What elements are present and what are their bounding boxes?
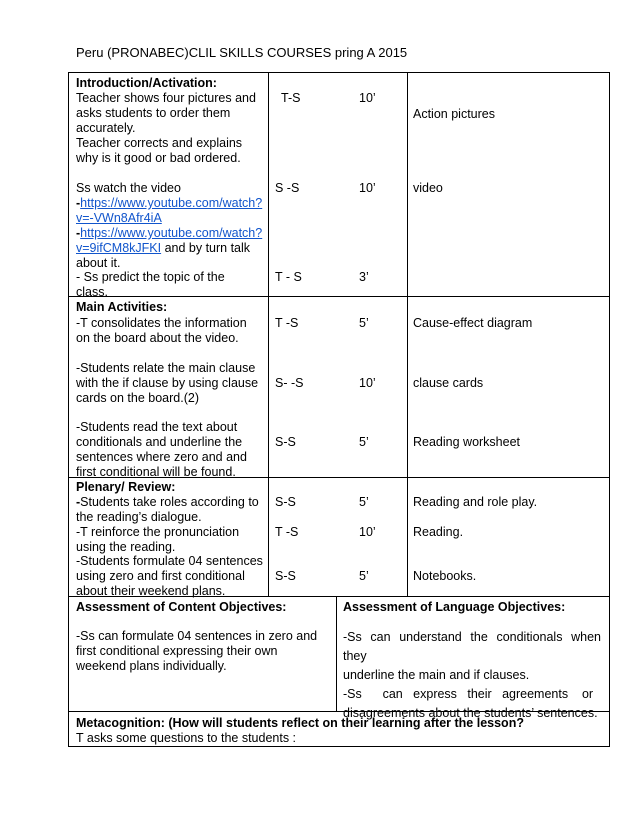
main-line: conditionals and underline the xyxy=(76,435,243,449)
material-cell: Reading. xyxy=(413,525,464,539)
about-line: about it. xyxy=(76,256,121,270)
material-cell: Cause-effect diagram xyxy=(413,316,533,330)
plenary-line: about their weekend plans. xyxy=(76,584,226,598)
link-dash: - xyxy=(76,226,81,240)
interaction-cell: T - S xyxy=(275,270,302,284)
link-dash: - xyxy=(76,196,81,210)
plenary-text: Students take roles according to xyxy=(80,495,259,509)
link-after-text: and by turn talk xyxy=(161,241,251,255)
interaction-cell: S-S xyxy=(275,495,296,509)
time-cell: 5’ xyxy=(359,435,369,449)
language-line: disagreements about the students’ sentences. xyxy=(343,706,598,720)
video-link-2-text[interactable]: https://www.youtube.com/watch? xyxy=(80,226,263,240)
time-cell: 5’ xyxy=(359,569,369,583)
language-line: underline the main and if clauses. xyxy=(343,668,530,682)
video-link-2-line xyxy=(76,241,250,256)
time-cell: 10’ xyxy=(359,525,376,539)
intro-line: Teacher shows four pictures and xyxy=(76,91,256,105)
plenary-dash: - xyxy=(76,495,81,509)
interaction-cell: T -S xyxy=(275,316,299,330)
interaction-cell: S -S xyxy=(275,181,300,195)
interaction-cell: S-S xyxy=(275,569,296,583)
col-divider-assessment xyxy=(336,596,337,712)
content-assessment-line: -Ss can formulate 04 sentences in zero and xyxy=(76,629,318,643)
intro-line: accurately. xyxy=(76,121,136,135)
time-cell: 3’ xyxy=(359,270,369,284)
main-line: with the if clause by using clause xyxy=(76,376,259,390)
col-divider-1 xyxy=(268,72,269,596)
main-line: -T consolidates the information xyxy=(76,316,247,330)
table-border-left xyxy=(68,72,69,747)
table-border-top xyxy=(68,72,610,73)
language-line: -Ss can express their agreements or xyxy=(343,687,594,701)
time-cell: 5’ xyxy=(359,316,369,330)
plenary-line: -Students formulate 04 sentences xyxy=(76,554,263,568)
material-cell: Reading and role play. xyxy=(413,495,538,509)
interaction-cell: T -S xyxy=(275,525,299,539)
table-border-right xyxy=(609,72,610,747)
content-assessment-heading: Assessment of Content Objectives: xyxy=(76,600,287,614)
intro-line: Teacher corrects and explains xyxy=(76,136,243,150)
material-cell: video xyxy=(413,181,443,195)
time-cell: 10’ xyxy=(359,181,376,195)
plenary-heading: Plenary/ Review: xyxy=(76,480,176,494)
plenary-line: using zero and first conditional xyxy=(76,569,245,583)
time-cell: 10’ xyxy=(359,376,376,390)
time-cell: 10’ xyxy=(359,91,376,105)
plenary-line: -T reinforce the pronunciation xyxy=(76,525,240,539)
metacognition-text: T asks some questions to the students : xyxy=(76,731,297,745)
metacognition-heading: Metacognition: (How will students reflect on their learning after the lesson? xyxy=(76,716,524,730)
language-line: -Ss can understand the conditionals when they xyxy=(343,630,601,663)
main-line: -Students relate the main clause xyxy=(76,361,256,375)
plenary-line: the reading’s dialogue. xyxy=(76,510,202,524)
material-cell: Notebooks. xyxy=(413,569,477,583)
main-line: -Students read the text about xyxy=(76,420,238,434)
plenary-line xyxy=(76,495,259,510)
video-link-2-cont[interactable]: v=9ifCM8kJFKI xyxy=(76,241,162,255)
material-cell: Action pictures xyxy=(413,107,495,121)
interaction-cell: S- -S xyxy=(275,376,304,390)
predict-line: class. xyxy=(76,285,108,299)
main-line: sentences where zero and and xyxy=(76,450,247,464)
intro-line: why is it good or bad ordered. xyxy=(76,151,241,165)
time-cell: 5’ xyxy=(359,495,369,509)
language-assessment-heading: Assessment of Language Objectives: xyxy=(343,600,566,614)
row-divider-main xyxy=(68,296,610,297)
main-line: cards on the board.(2) xyxy=(76,391,199,405)
video-link-1-cont[interactable]: v=-VWn8Afr4iA xyxy=(76,211,162,225)
intro-heading: Introduction/Activation: xyxy=(76,76,217,90)
main-heading: Main Activities: xyxy=(76,300,168,314)
video-line: Ss watch the video xyxy=(76,181,181,195)
content-assessment-line: first conditional expressing their own xyxy=(76,644,278,658)
material-cell: Reading worksheet xyxy=(413,435,521,449)
main-line: first conditional will be found. xyxy=(76,465,236,479)
predict-line: - Ss predict the topic of the xyxy=(76,270,225,284)
video-link-1-text[interactable]: https://www.youtube.com/watch? xyxy=(80,196,263,210)
interaction-cell: T-S xyxy=(281,91,301,105)
video-link-2[interactable] xyxy=(76,226,262,241)
material-cell: clause cards xyxy=(413,376,484,390)
language-assessment-block xyxy=(343,628,601,723)
interaction-cell: S-S xyxy=(275,435,296,449)
content-assessment-line: weekend plans individually. xyxy=(76,659,227,673)
intro-line: asks students to order them xyxy=(76,106,231,120)
col-divider-2 xyxy=(407,72,408,596)
video-link-1[interactable] xyxy=(76,196,262,211)
main-line: on the board about the video. xyxy=(76,331,239,345)
plenary-line: using the reading. xyxy=(76,540,176,554)
page-title: Peru (PRONABEC)CLIL SKILLS COURSES pring A 2015 xyxy=(76,45,408,60)
